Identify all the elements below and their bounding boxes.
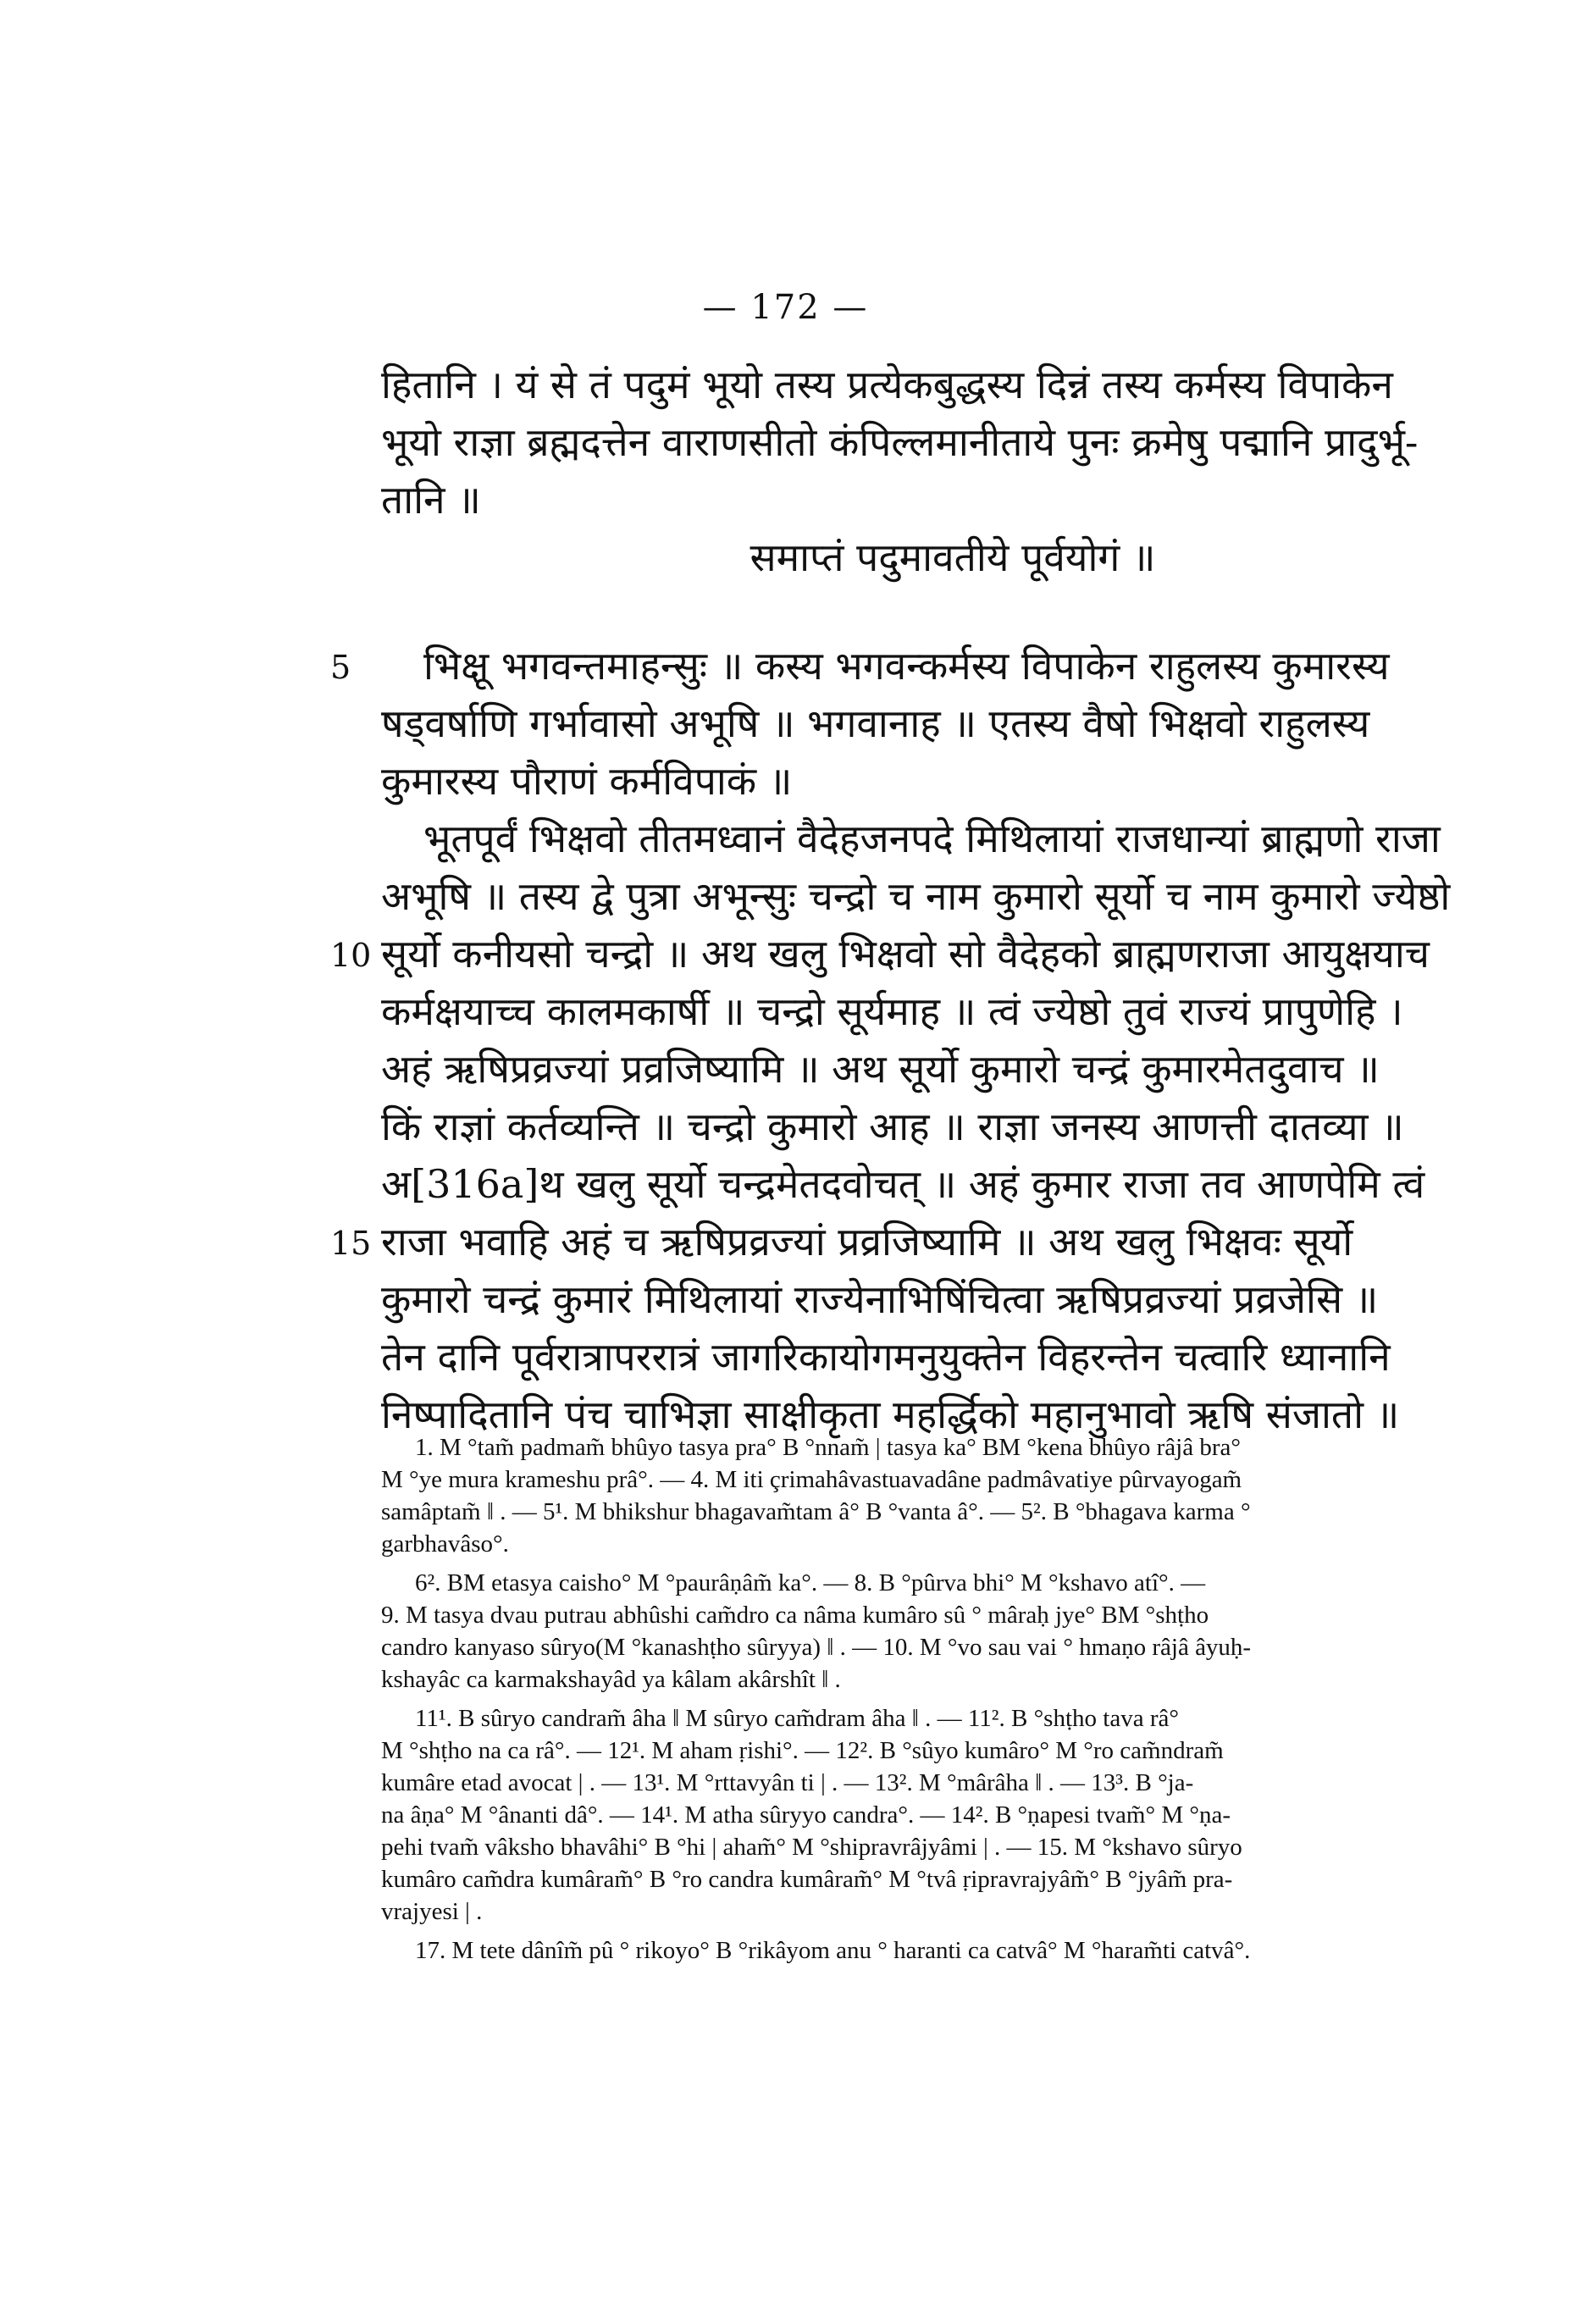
footnotes (381, 1431, 1474, 1967)
text-line (381, 1040, 1474, 1098)
footnote-line: 6². BM etasya caisho° M °paurâṇâm̃ ka°. — 8. B °pûrva bhi° M °kshavo atî°. — (415, 1569, 1206, 1596)
footnote-line: M °shṭho na ca râ°. — 12¹. M aham ṛishi°. — 12². B °sûyo kumâro° M °ro cam̃ndram̃ (381, 1737, 1224, 1764)
footnote-line: candro kanyaso sûryo(M °kanashṭho sûryya) ‖ . — 10. M °vo sau vai ° hmaṇo râjâ âyuḥ- (381, 1634, 1252, 1661)
text-line (330, 637, 1474, 694)
text-line (381, 694, 1474, 752)
line-number: 5 (330, 649, 351, 686)
text-line (381, 413, 1474, 471)
footnote-line: 17. M tete dânîm̃ pû ° rikoyo° B °rikâyom anu ° haranti ca catvâ° M °haram̃ti catvâ°. (415, 1937, 1251, 1964)
line-text: तानि ॥ (381, 477, 481, 523)
text-line (381, 356, 1474, 413)
text-line (381, 982, 1474, 1040)
footnote-gap (381, 1928, 1474, 1934)
footnote-line: samâptam̃ ‖ . — 5¹. M bhikshur bhagavam̃tam â° B °vanta â°. — 5². B °bhagava karma ° (381, 1498, 1251, 1525)
line-text: अहं ऋषिप्रव्रज्यां प्रव्रजिष्यामि ॥ अथ सूर्यो कुमारो चन्द्रं कुमारमेतदुवाच ॥ (381, 1046, 1380, 1092)
text-line (381, 867, 1474, 925)
footnote-line: na âṇa° M °ânanti dâ°. — 14¹. M atha sûryyo candra°. — 14². B °ṇapesi tvam̃° M °ṇa- (381, 1801, 1231, 1829)
main-text (330, 356, 1474, 1443)
footnote-line: 1. M °tam̃ padmam̃ bhûyo tasya pra° B °nnam̃ | tasya ka° BM °kena bhûyo râjâ bra° (415, 1434, 1241, 1461)
footnote-gap (381, 1560, 1474, 1567)
line-number: 15 (330, 1225, 372, 1262)
text-line (381, 810, 1474, 867)
footnote-line: garbhavâso°. (381, 1530, 509, 1558)
line-text: किं राज्ञां कर्तव्यन्ति ॥ चन्द्रो कुमारो आह ॥ राज्ञा जनस्य आणत्ती दातव्या ॥ (381, 1104, 1404, 1149)
line-text: षड्वर्षाणि गर्भावासो अभूषि ॥ भगवानाह ॥ एतस्य वैषो भिक्षवो राहुलस्य (381, 700, 1370, 746)
line-number: 10 (330, 937, 372, 974)
footnote-line: pehi tvam̃ vâksho bhavâhi° B °hi | aham̃° M °shipravrâjyâmi | . — 15. M °kshavo sûryo (381, 1834, 1242, 1861)
page-number: — 172 — (702, 288, 869, 327)
footnote-line: kumâro cam̃dra kumâram̃° B °ro candra kumâram̃° M °tvâ ṛipravrajyâm̃° B °jyâm̃ pra- (381, 1866, 1233, 1893)
text-line (381, 1155, 1474, 1213)
footnote-line: kumâre etad avocat | . — 13¹. M °rttavyân ti | . — 13². M °mârâha ‖ . — 13³. B °ja- (381, 1769, 1194, 1796)
text-line (381, 1098, 1474, 1155)
footnote-line: 11¹. B sûryo candram̃ âha ‖ M sûryo cam̃dram âha ‖ . — 11². B °shṭho tava râ° (415, 1705, 1179, 1732)
line-text: अ[316a]थ खलु सूर्यो चन्द्रमेतदवोचत् ॥ अहं कुमार राजा तव आणपेमि त्वं (381, 1161, 1425, 1207)
line-text: भूयो राज्ञा ब्रह्मदत्तेन वाराणसीतो कंपिल्लमानीताये पुनः क्रमेषु पद्मानि प्रादुर्भू- (381, 419, 1419, 465)
text-line (330, 925, 1474, 982)
text-line (330, 1213, 1474, 1270)
line-text: भूतपूर्वं भिक्षवो तीतमध्वानं वैदेहजनपदे मिथिलायां राजधान्यां ब्राह्मणो राजा (423, 816, 1441, 861)
line-text: तेन दानि पूर्वरात्रापररात्रं जागरिकायोगमनुयुक्तेन विहरन्तेन चत्वारि ध्यानानि (381, 1334, 1391, 1380)
section-gap (381, 586, 1474, 637)
text-line (381, 528, 1474, 586)
line-text: अभूषि ॥ तस्य द्वे पुत्रा अभून्सुः चन्द्रो च नाम कुमारो सूर्यो च नाम कुमारो ज्येष्ठो (381, 873, 1451, 919)
line-text: कर्मक्षयाच्च कालमकार्षी ॥ चन्द्रो सूर्यमाह ॥ त्वं ज्येष्ठो तुवं राज्यं प्रापुणेहि । (381, 988, 1403, 1034)
text-line (381, 471, 1474, 528)
footnote-line: M °ye mura krameshu prâ°. — 4. M iti çrimahâvastuavadâne padmâvatiye pûrvayogam̃ (381, 1466, 1242, 1493)
line-text: सूर्यो कनीयसो चन्द्रो ॥ अथ खलु भिक्षवो सो वैदेहको ब्राह्मणराजा आयुक्षयाच (381, 931, 1430, 977)
text-line (381, 752, 1474, 810)
footnote-line: 9. M tasya dvau putrau abhûshi cam̃dro ca nâma kumâro sû ° mâraḥ jye° BM °shṭho (381, 1602, 1209, 1629)
line-text: कुमारो चन्द्रं कुमारं मिथिलायां राज्येनाभिषिंचित्वा ऋषिप्रव्रज्यां प्रव्रजेसि ॥ (381, 1276, 1379, 1322)
line-text: कुमारस्य पौराणं कर्मविपाकं ॥ (381, 758, 793, 804)
text-line (381, 1270, 1474, 1328)
line-text: भिक्षू भगवन्तमाहन्सुः ॥ कस्य भगवन्कर्मस्य विपाकेन राहुलस्य कुमारस्य (423, 643, 1390, 689)
footnote-gap (381, 1696, 1474, 1702)
line-text: हितानि । यं से तं पदुमं भूयो तस्य प्रत्येकबुद्धस्य दिन्नं तस्य कर्मस्य विपाकेन (381, 362, 1393, 407)
footnote-line: vrajyesi | . (381, 1898, 483, 1925)
text-line (381, 1328, 1474, 1386)
line-text: राजा भवाहि अहं च ऋषिप्रव्रज्यां प्रव्रजिष्यामि ॥ अथ खलु भिक्षवः सूर्यो (381, 1219, 1353, 1264)
footnote-line: kshayâc ca karmakshayâd ya kâlam akârshît ‖ . (381, 1666, 841, 1693)
line-text: निष्पादितानि पंच चाभिज्ञा साक्षीकृता महर्द्धिको महानुभावो ऋषि संजातो ॥ (381, 1392, 1400, 1437)
line-text: समाप्तं पदुमावतीये पूर्वयोगं ॥ (750, 534, 1156, 580)
